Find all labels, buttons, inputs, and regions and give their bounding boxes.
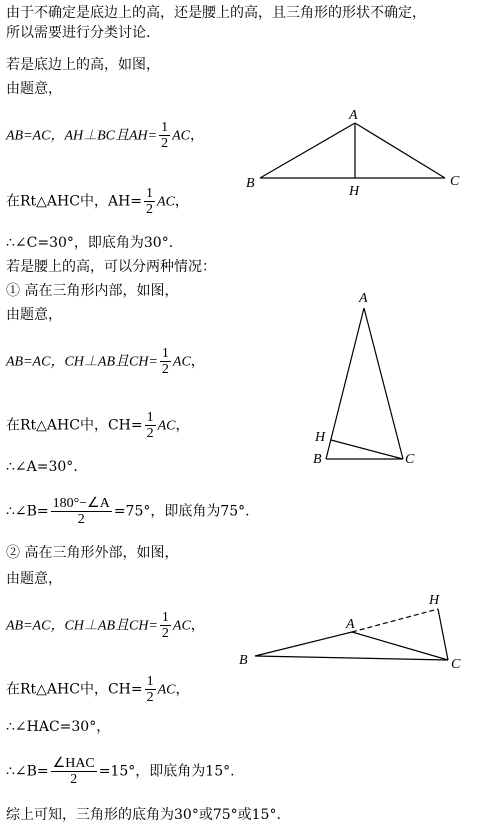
sub1-given-intro: 由题意， — [6, 307, 62, 323]
sub1-B: ∴∠B= $\frac{180^\circ-\angle A}{2}$ =75°，即底角为75°. — [6, 496, 250, 527]
label-B: B — [239, 653, 248, 668]
sub2-given: AB=AC，CH⊥AB且CH= $\frac{1}{2}$ AC， — [6, 610, 205, 641]
sub1-given: AB=AC，CH⊥AB且CH= $\frac{1}{2}$ AC， — [6, 346, 205, 377]
fraction-half: $\frac{1}{2}$ — [161, 120, 169, 151]
altitude-CH — [331, 440, 403, 459]
side-BC — [255, 656, 448, 660]
sub1-angle: ∴∠A=30°. — [6, 459, 78, 475]
label-B: B — [313, 452, 322, 467]
sub1-rt: 在Rt△AHC中，CH= $\frac{1}{2}$ AC， — [6, 410, 190, 441]
case2-title: 若是腰上的高，可以分两种情况： — [6, 259, 216, 275]
case1-rt: 在Rt△AHC中，AH= $\frac{1}{2}$ AC， — [6, 186, 189, 217]
label-A: A — [349, 108, 358, 123]
fraction-half: $\frac{1}{2}$ — [146, 674, 154, 705]
sub2-angle: ∴∠HAC=30°， — [6, 719, 111, 735]
label-C: C — [450, 174, 460, 189]
side-AB — [255, 632, 352, 656]
sub2-B: ∴∠B= $\frac{\text{∠HAC}}{2}$ =15°，即底角为15°. — [6, 756, 235, 787]
intro-line-2: 所以需要进行分类讨论. — [6, 25, 151, 41]
fraction-half: $\frac{1}{2}$ — [161, 610, 169, 641]
case1-given: AB=AC，AH⊥BC且AH= $\frac{1}{2}$ AC， — [6, 120, 204, 151]
label-H: H — [429, 593, 440, 608]
case1-rt-text: 在Rt△AHC中，AH= — [6, 193, 143, 210]
figure-2-inside-altitude — [305, 288, 430, 468]
label-A: A — [346, 617, 355, 632]
label-C: C — [451, 657, 461, 672]
case1-title: 若是底边上的高，如图， — [6, 57, 160, 73]
figure-1-base-altitude — [240, 105, 470, 200]
fraction-half: $\frac{1}{2}$ — [146, 186, 154, 217]
side-AC — [364, 308, 403, 459]
conclusion: 综上可知，三角形的底角为30°或75°或15°. — [6, 807, 281, 823]
side-AB — [326, 308, 364, 459]
case1-given-intro: 由题意， — [6, 81, 62, 97]
intro-line-1: 由于不确定是底边上的高，还是腰上的高，且三角形的形状不确定， — [6, 5, 426, 21]
case1-given-text: AB=AC，AH⊥BC且AH= — [6, 128, 158, 144]
sub1-title: ① 高在三角形内部，如图， — [6, 283, 179, 299]
label-H: H — [349, 184, 360, 199]
extension-AH — [352, 609, 438, 632]
label-C: C — [405, 452, 415, 467]
fraction-angle-B: $\frac{\text{∠HAC}}{2}$ — [52, 756, 95, 787]
label-H: H — [315, 430, 326, 445]
sub2-title: ② 高在三角形外部，如图， — [6, 545, 179, 561]
side-AC — [352, 632, 448, 660]
sub2-given-intro: 由题意， — [6, 571, 62, 587]
side-AB — [260, 123, 355, 178]
side-AC — [355, 123, 445, 178]
label-B: B — [246, 176, 255, 191]
altitude-CH — [438, 609, 448, 660]
fraction-half: $\frac{1}{2}$ — [146, 410, 154, 441]
fraction-half: $\frac{1}{2}$ — [161, 346, 169, 377]
fraction-angle-B: $\frac{180^\circ-\angle A}{2}$ — [52, 496, 110, 527]
sub2-rt: 在Rt△AHC中，CH= $\frac{1}{2}$ AC， — [6, 674, 190, 705]
label-A: A — [359, 291, 368, 306]
figure-3-outside-altitude — [235, 588, 475, 673]
case1-result: ∴∠C=30°，即底角为30°. — [6, 235, 174, 251]
